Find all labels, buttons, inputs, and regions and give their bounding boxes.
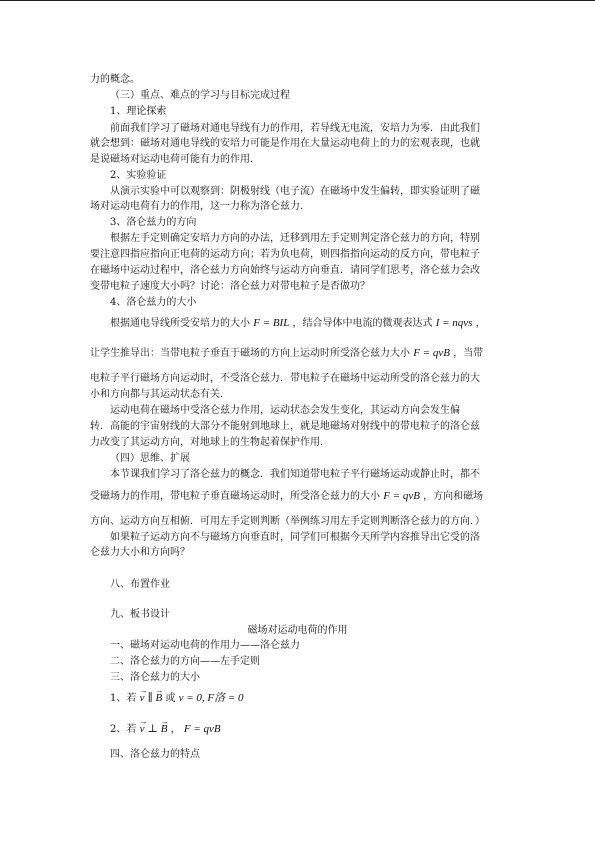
formula-zero-force: v = 0, F洛 = 0 — [178, 692, 244, 704]
subheading: 2、实验验证 — [110, 170, 167, 181]
text-line: 前面我们学习了磁场对通电导线有力的作用，若导线无电流，安培力为零．由此我们 — [110, 123, 480, 134]
subheading: 3、洛仑兹力的方向 — [110, 217, 197, 228]
text-line: 是说磁场对运动电荷可能有力的作用． — [90, 154, 260, 165]
text-span: ， — [170, 724, 181, 735]
text-span: 2、若 — [110, 724, 137, 735]
text-span: 让学生推导出：当带电粒子垂直于磁场的方向上运动时所受洛仑兹力大小 — [90, 348, 410, 359]
text-line: 从演示实验中可以观察到：阴极射线（电子流）在磁场中发生偏转，即实验证明了磁 — [110, 186, 480, 197]
section-heading: （四）思维、扩展 — [110, 453, 190, 464]
board-formula-perpendicular — [110, 723, 221, 736]
formula-line — [90, 347, 483, 360]
text-span: ，方向和磁场 — [423, 491, 484, 502]
text-line: 电粒子平行磁场方向运动时，不受洛仑兹力．带电粒子在磁场中运动所受的洛仑兹力的大 — [90, 373, 480, 384]
parallel-symbol: ∥ — [147, 692, 156, 704]
text-span: 受磁场力的作用，带电粒子垂直磁场运动时，所受洛仑兹力的大小 — [90, 491, 380, 502]
velocity-vector-symbol: → v — [140, 723, 145, 736]
text-span: 1、若 — [110, 693, 137, 704]
formula-line — [90, 490, 483, 503]
page-top-border — [0, 0, 595, 1]
velocity-vector-symbol: → v — [140, 692, 145, 705]
text-span: ， — [475, 318, 486, 329]
text-line: 力的概念。 — [90, 74, 140, 85]
text-line: 场对运动电荷有力的作用，这一力称为洛仑兹力． — [90, 201, 310, 212]
section-heading: 九、板书设计 — [110, 609, 170, 620]
subheading: 1、理论探索 — [110, 106, 167, 117]
board-title: 磁场对运动电荷的作用 — [247, 625, 348, 636]
board-item: 三、洛仑兹力的大小 — [110, 672, 200, 683]
text-span: ，结合导体中电流的微观表达式 — [292, 318, 433, 329]
text-line: 变带电粒子速度大小吗？讨论：洛仑兹力对带电粒子是否做功？ — [90, 281, 370, 292]
field-vector-symbol: → B — [155, 692, 162, 705]
formula-ampere-force: F = BIL — [253, 317, 290, 329]
board-item: 一、磁场对运动电荷的作用力——洛仑兹力 — [110, 640, 300, 651]
perpendicular-symbol: ⊥ — [147, 723, 161, 735]
text-span: ，当带 — [453, 348, 484, 359]
board-item: 四、洛仑兹力的特点 — [110, 749, 200, 760]
text-line: 如果粒子运动方向不与磁场方向垂直时，同学们可根据今天所学内容推导出它受的洛 — [110, 532, 480, 543]
text-line: 运动电荷在磁场中受洛仑兹力作用，运动状态会发生变化，其运动方向会发生偏 — [110, 405, 460, 416]
text-line: 根据左手定则确定安培力方向的办法，迁移到用左手定则判定洛仑兹力的方向，特别 — [110, 233, 480, 244]
text-line: 要注意四指应指向正电荷的运动方向；若为负电荷，则四指指向运动的反方向，带电粒子 — [90, 249, 480, 260]
formula-lorentz-force: F = qvB — [183, 723, 221, 735]
field-vector-symbol: → B — [161, 723, 168, 736]
text-line: 转．高能的宇宙射线的大部分不能射到地球上，就是地磁场对射线中的带电粒子的洛仑兹 — [90, 421, 480, 432]
board-item: 二、洛仑兹力的方向——左手定则 — [110, 656, 260, 667]
subheading: 4、洛仑兹力的大小 — [110, 297, 197, 308]
board-formula-parallel — [110, 692, 244, 705]
text-line: 就会想到：磁场对通电导线的安培力可能是作用在大量运动电荷上的力的宏观表现，也就 — [90, 138, 480, 149]
text-line: 小和方向都与其运动状态有关． — [90, 389, 230, 400]
formula-lorentz-force: F = qvB — [383, 490, 420, 502]
text-span: 根据通电导线所受安培力的大小 — [110, 318, 250, 329]
text-line: 方向、运动方向互相俯．可用左手定则判断（举例练习用左手定则判断洛仑兹力的方向．） — [90, 516, 485, 527]
formula-lorentz-force: F = qvB — [413, 347, 450, 359]
formula-line — [110, 317, 486, 330]
formula-current: I = nqvs — [435, 317, 473, 329]
text-span: 或 — [165, 693, 179, 704]
section-heading: （三）重点、难点的学习与目标完成过程 — [110, 90, 290, 101]
text-line: 仑兹力大小和方向吗？ — [90, 547, 190, 558]
text-line: 力改变了其运动方向，对地球上的生物起着保护作用． — [90, 437, 330, 448]
section-heading: 八、布置作业 — [110, 579, 170, 590]
text-line: 本节课我们学习了洛仑兹力的概念．我们知道带电粒子平行磁场运动或静止时，都不 — [110, 469, 480, 480]
text-line: 在磁场中运动过程中，洛仑兹力方向始终与运动方向垂直．请同学们思考，洛仑兹力会改 — [90, 265, 480, 276]
